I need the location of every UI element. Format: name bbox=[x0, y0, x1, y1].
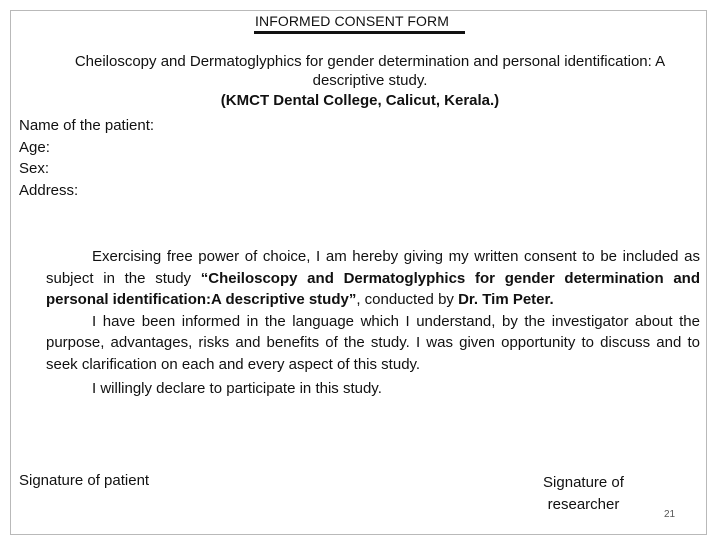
title-underline bbox=[254, 31, 465, 34]
consent-p1-mid: , conducted by bbox=[356, 291, 459, 308]
signature-researcher: Signature of researcher bbox=[543, 474, 624, 513]
page-number: 21 bbox=[664, 509, 676, 520]
field-address: Address: bbox=[19, 181, 79, 199]
consent-paragraph-1 bbox=[46, 246, 700, 311]
field-age: Age: bbox=[19, 138, 50, 156]
consent-paragraph-2: I have been informed in the language which I understand, by the investigator about the purpose, advantages, risks and benefits of the study. I was given opportunity to discuss and to seek clarification on each and every aspect of this study. bbox=[46, 312, 700, 373]
form-title: INFORMED CONSENT FORM bbox=[255, 13, 449, 29]
field-name: Name of the patient: bbox=[19, 117, 155, 134]
institution-line bbox=[0, 92, 720, 109]
patient-fields bbox=[19, 115, 154, 201]
study-title: Cheiloscopy and Dermatoglyphics for gender determination and personal identification: A descriptive study. bbox=[74, 53, 666, 89]
consent-text bbox=[46, 246, 700, 400]
study-name: “Cheiloscopy and Dermatoglyphics for gender determination and personal identification:A descriptive study” bbox=[46, 269, 700, 308]
consent-paragraph-3: I willingly declare to participate in this study. bbox=[92, 380, 382, 397]
consent-p1-start: Exercising free power of choice, I am hereby giving my written consent to be included as subject in the study bbox=[46, 248, 700, 287]
signature-patient: Signature of patient bbox=[19, 472, 150, 489]
field-sex: Sex: bbox=[19, 160, 50, 177]
investigator-name: Dr. Tim Peter. bbox=[458, 291, 554, 308]
institution: (KMCT Dental College, Calicut, Kerala.) bbox=[220, 92, 500, 109]
